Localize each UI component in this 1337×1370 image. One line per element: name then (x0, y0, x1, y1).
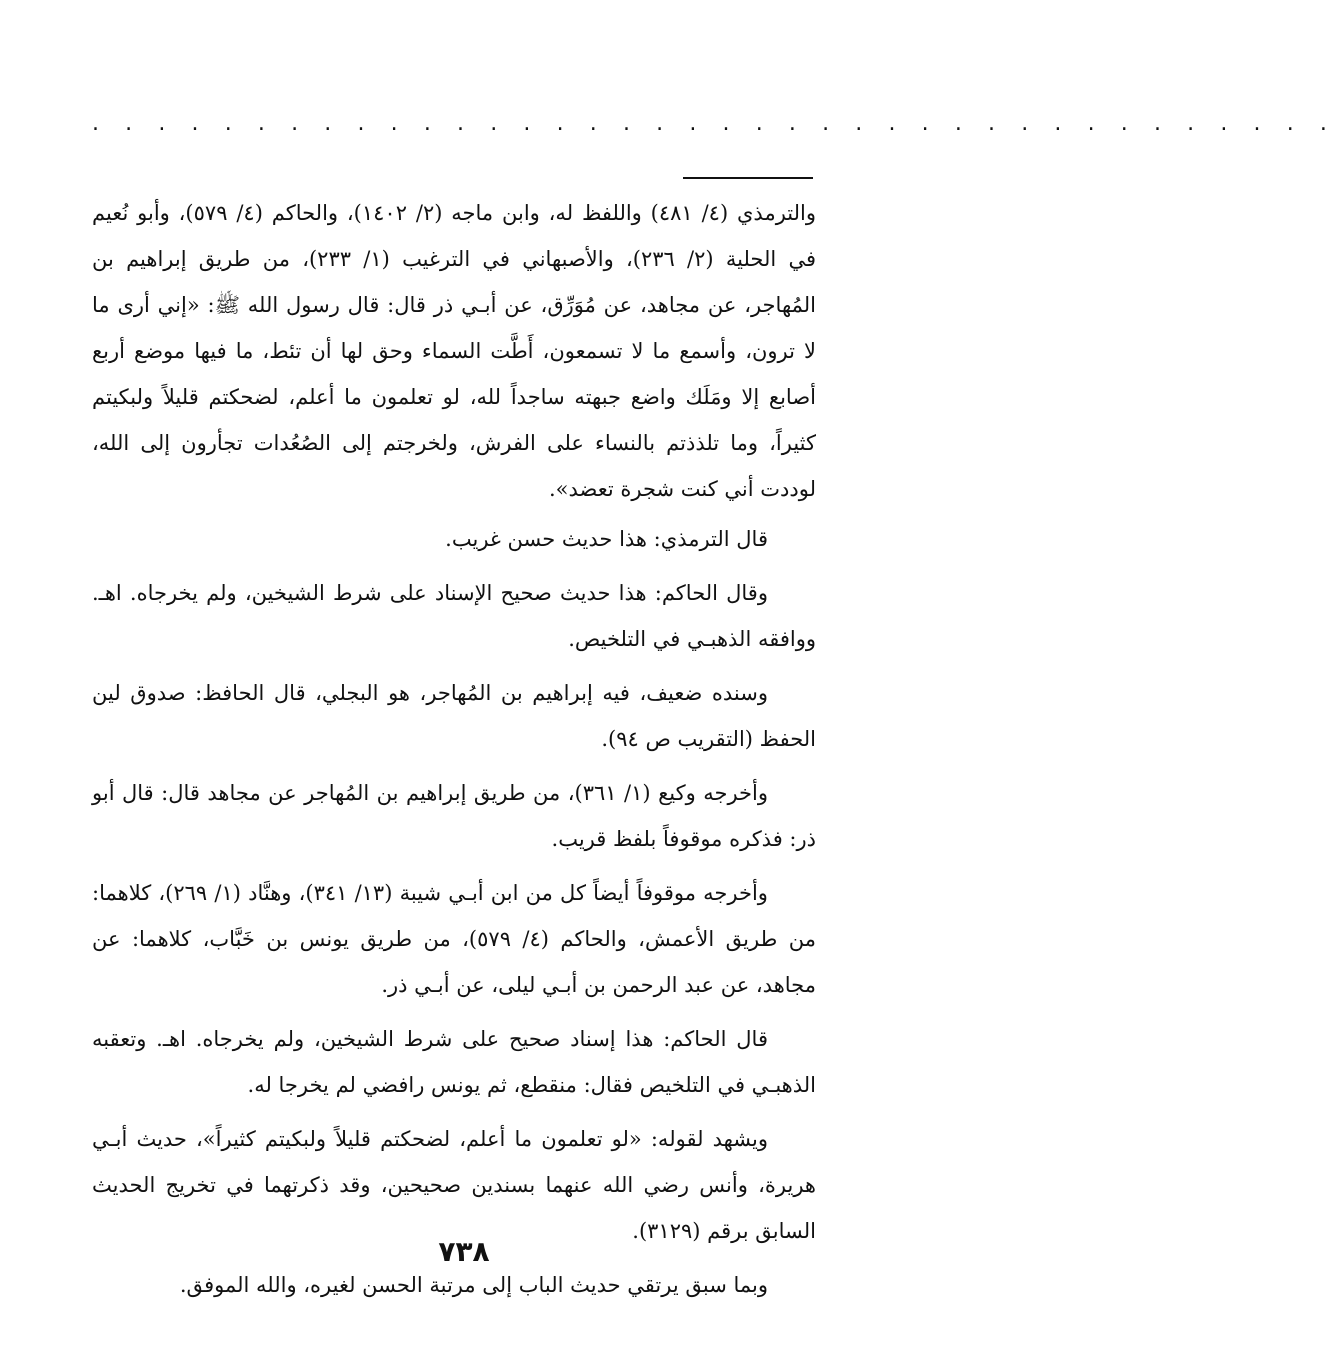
footnote-body (92, 190, 816, 1316)
paragraph-hakim-dhahabi: قال الحاكم: هذا إسناد صحيح على شرط الشيخين، ولم يخرجاه. اهـ. وتعقبه الذهبـي في التلخيص فقال: منقطع، ثم يونس رافضي لم يخرجا له. (92, 1027, 816, 1097)
paragraph-mawquf: وأخرجه موقوفاً أيضاً كل من ابن أبـي شيبة (١٣/ ٣٤١)، وهنَّاد (١/ ٢٦٩)، كلاهما: من طريق الأعمش، والحاكم (٤/ ٥٧٩)، من طريق يونس بن خَبَّاب، كلاهما: عن مجاهد، عن عبد الرحمن بن أبـي ليلى، عن أبـي ذر. (92, 881, 817, 997)
separator-dots: . . . . . . . . . . . . . . . . . . . . . . . . . . . . . . . . . . . . . . (92, 111, 1337, 136)
paragraph-shawahid: ويشهد لقوله: «لو تعلمون ما أعلم، لضحكتم قليلاً ولبكيتم كثيراً»، حديث أبـي هريرة، وأنس رضي الله عنهما بسندين صحيحين، وقد ذكرتهما في تخريج الحديث السابق برقم (٣١٢٩). (92, 1127, 816, 1243)
page-number: ٧٣٨ (438, 1235, 490, 1268)
paragraph-hakim-verdict: وقال الحاكم: هذا حديث صحيح الإسناد على شرط الشيخين، ولم يخرجاه. اهـ. ووافقه الذهبـي في التلخيص. (92, 581, 816, 651)
paragraph-tirmidhi-verdict: قال الترمذي: هذا حديث حسن غريب. (445, 527, 768, 551)
paragraph-waki: وأخرجه وكيع (١/ ٣٦١)، من طريق إبراهيم بن المُهاجر عن مجاهد قال: قال أبو ذر: فذكره موقوفاً بلفظ قريب. (92, 781, 816, 851)
paragraph-isnad-weakness: وسنده ضعيف، فيه إبراهيم بن المُهاجر، هو البجلي، قال الحافظ: صدوق لين الحفظ (التقريب ص ٩٤). (92, 681, 816, 751)
footnote-rule (683, 177, 813, 179)
paragraph-takhrij: والترمذي (٤/ ٤٨١) واللفظ له، وابن ماجه (٢/ ١٤٠٢)، والحاكم (٤/ ٥٧٩)، وأبو نُعيم في الحلية (٢/ ٢٣٦)، والأصبهاني في الترغيب (١/ ٢٣٣)، من طريق إبراهيم بن المُهاجر، عن مجاهد، عن مُوَرِّق، عن أبـي ذر قال: قال رسول الله ﷺ: «إني أرى ما لا ترون، وأسمع ما لا تسمعون، أَطَّت السماء وحق لها أن تئط، ما فيها موضع أربع أصابع إلا ومَلَك واضع جبهته ساجداً لله، لو تعلمون ما أعلم، لضحكتم قليلاً ولبكيتم كثيراً، وما تلذذتم بالنساء على الفرش، ولخرجتم إلى الصُعُدات تجأرون إلى الله، لوددت أني كنت شجرة تعضد». (92, 201, 816, 501)
paragraph-conclusion: وبما سبق يرتقي حديث الباب إلى مرتبة الحسن لغيره، والله الموفق. (179, 1273, 768, 1297)
